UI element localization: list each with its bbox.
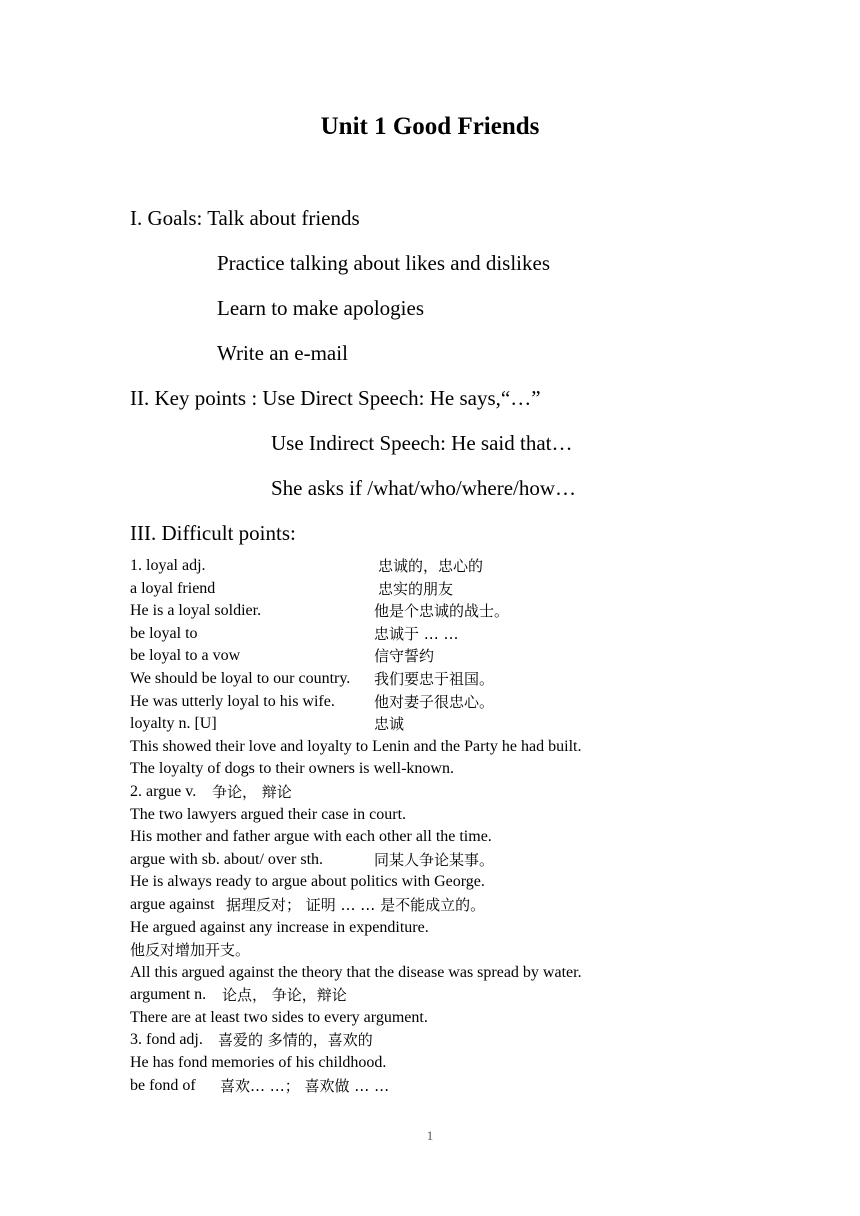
- example-text: He has fond memories of his childhood.: [130, 1054, 387, 1072]
- vocab-line: [130, 1075, 750, 1098]
- goal-item: Learn to make apologies: [217, 296, 425, 320]
- vocab-line: [130, 984, 750, 1007]
- example-text: He is always ready to argue about politics with George.: [130, 873, 485, 891]
- vocab-english: be loyal to: [130, 624, 198, 642]
- example-text: The loyalty of dogs to their owners is well-known.: [130, 760, 454, 778]
- vocab-line: [130, 781, 750, 804]
- key-point-item: Use Indirect Speech: He said that…: [271, 431, 573, 455]
- vocab-english: He is a loyal soldier.: [130, 602, 262, 620]
- difficult-points-heading: III. Difficult points:: [130, 521, 296, 545]
- example-sentence: [130, 736, 750, 759]
- vocab-line: [130, 668, 750, 691]
- example-sentence: [130, 871, 750, 894]
- vocab-chinese: 忠实的朋友: [378, 579, 454, 598]
- vocab-line: [130, 555, 750, 578]
- vocab-chinese: 我们要忠于祖国。: [374, 669, 495, 688]
- example-sentence: [130, 758, 750, 781]
- example-text: All this argued against the theory that the disease was spread by water.: [130, 963, 582, 981]
- vocab-english: loyalty n. [U]: [130, 715, 217, 733]
- vocab-chinese: 争论， 辩论: [212, 782, 292, 801]
- vocab-english: argue with sb. about/ over sth.: [130, 850, 324, 868]
- vocab-chinese: 他是个忠诚的战士。: [374, 602, 510, 621]
- vocab-line: [130, 713, 750, 736]
- example-sentence: [130, 826, 750, 849]
- vocab-english: We should be loyal to our country.: [130, 669, 351, 687]
- goal-item: Practice talking about likes and dislikes: [217, 251, 551, 275]
- vocab-english: argument n.: [130, 986, 207, 1004]
- vocab-chinese: 信守誓约: [374, 647, 435, 666]
- example-sentence: [130, 1007, 750, 1030]
- vocab-line: [130, 691, 750, 714]
- vocab-line: [130, 1029, 750, 1052]
- vocab-chinese: 忠诚: [374, 715, 405, 734]
- example-text: He argued against any increase in expenditure.: [130, 918, 429, 936]
- vocabulary-notes: [130, 555, 750, 1097]
- vocab-line: [130, 894, 750, 917]
- vocab-chinese: 喜爱的 多情的，喜欢的: [218, 1031, 373, 1050]
- example-text: The two lawyers argued their case in court.: [130, 805, 407, 823]
- example-sentence: [130, 917, 750, 940]
- example-sentence: [130, 804, 750, 827]
- page-title: Unit 1 Good Friends: [320, 113, 540, 140]
- key-points-heading: II. Key points : Use Direct Speech: He says,“…”: [130, 386, 541, 410]
- vocab-chinese: 同某人争论某事。: [374, 850, 495, 869]
- goal-item: Write an e-mail: [217, 341, 348, 365]
- example-sentence: [130, 1052, 750, 1075]
- page-number: 1: [426, 1128, 434, 1143]
- vocab-chinese: 喜欢… …； 喜欢做 … …: [220, 1076, 390, 1095]
- vocab-english: be fond of: [130, 1076, 196, 1094]
- vocab-chinese: 论点， 争论，辩论: [222, 986, 347, 1005]
- vocab-chinese: 忠诚于 … …: [374, 624, 459, 643]
- vocab-line: [130, 645, 750, 668]
- vocab-line: [130, 849, 750, 872]
- vocab-english: a loyal friend: [130, 579, 216, 597]
- vocab-chinese: 忠诚的，忠心的: [378, 557, 484, 575]
- example-text: This showed their love and loyalty to Lenin and the Party he had built.: [130, 737, 582, 755]
- vocab-chinese: 据理反对； 证明 … … 是不能成立的。: [226, 895, 486, 914]
- example-text: 他反对增加开支。: [130, 941, 251, 960]
- example-sentence: [130, 962, 750, 985]
- vocab-line: [130, 600, 750, 623]
- example-translation: [130, 939, 750, 962]
- vocab-english: He was utterly loyal to his wife.: [130, 692, 335, 710]
- goals-heading: I. Goals: Talk about friends: [130, 206, 360, 230]
- vocab-english: argue against: [130, 895, 215, 913]
- vocab-chinese: 他对妻子很忠心。: [374, 692, 495, 711]
- vocab-line: [130, 623, 750, 646]
- key-point-item: She asks if /what/who/where/how…: [271, 476, 577, 500]
- vocab-english: 1. loyal adj.: [130, 557, 206, 574]
- example-text: There are at least two sides to every argument.: [130, 1008, 428, 1026]
- vocab-line: [130, 578, 750, 601]
- example-text: His mother and father argue with each other all the time.: [130, 828, 492, 846]
- vocab-english: 3. fond adj.: [130, 1031, 203, 1049]
- vocab-english: 2. argue v.: [130, 782, 197, 800]
- vocab-english: be loyal to a vow: [130, 647, 241, 665]
